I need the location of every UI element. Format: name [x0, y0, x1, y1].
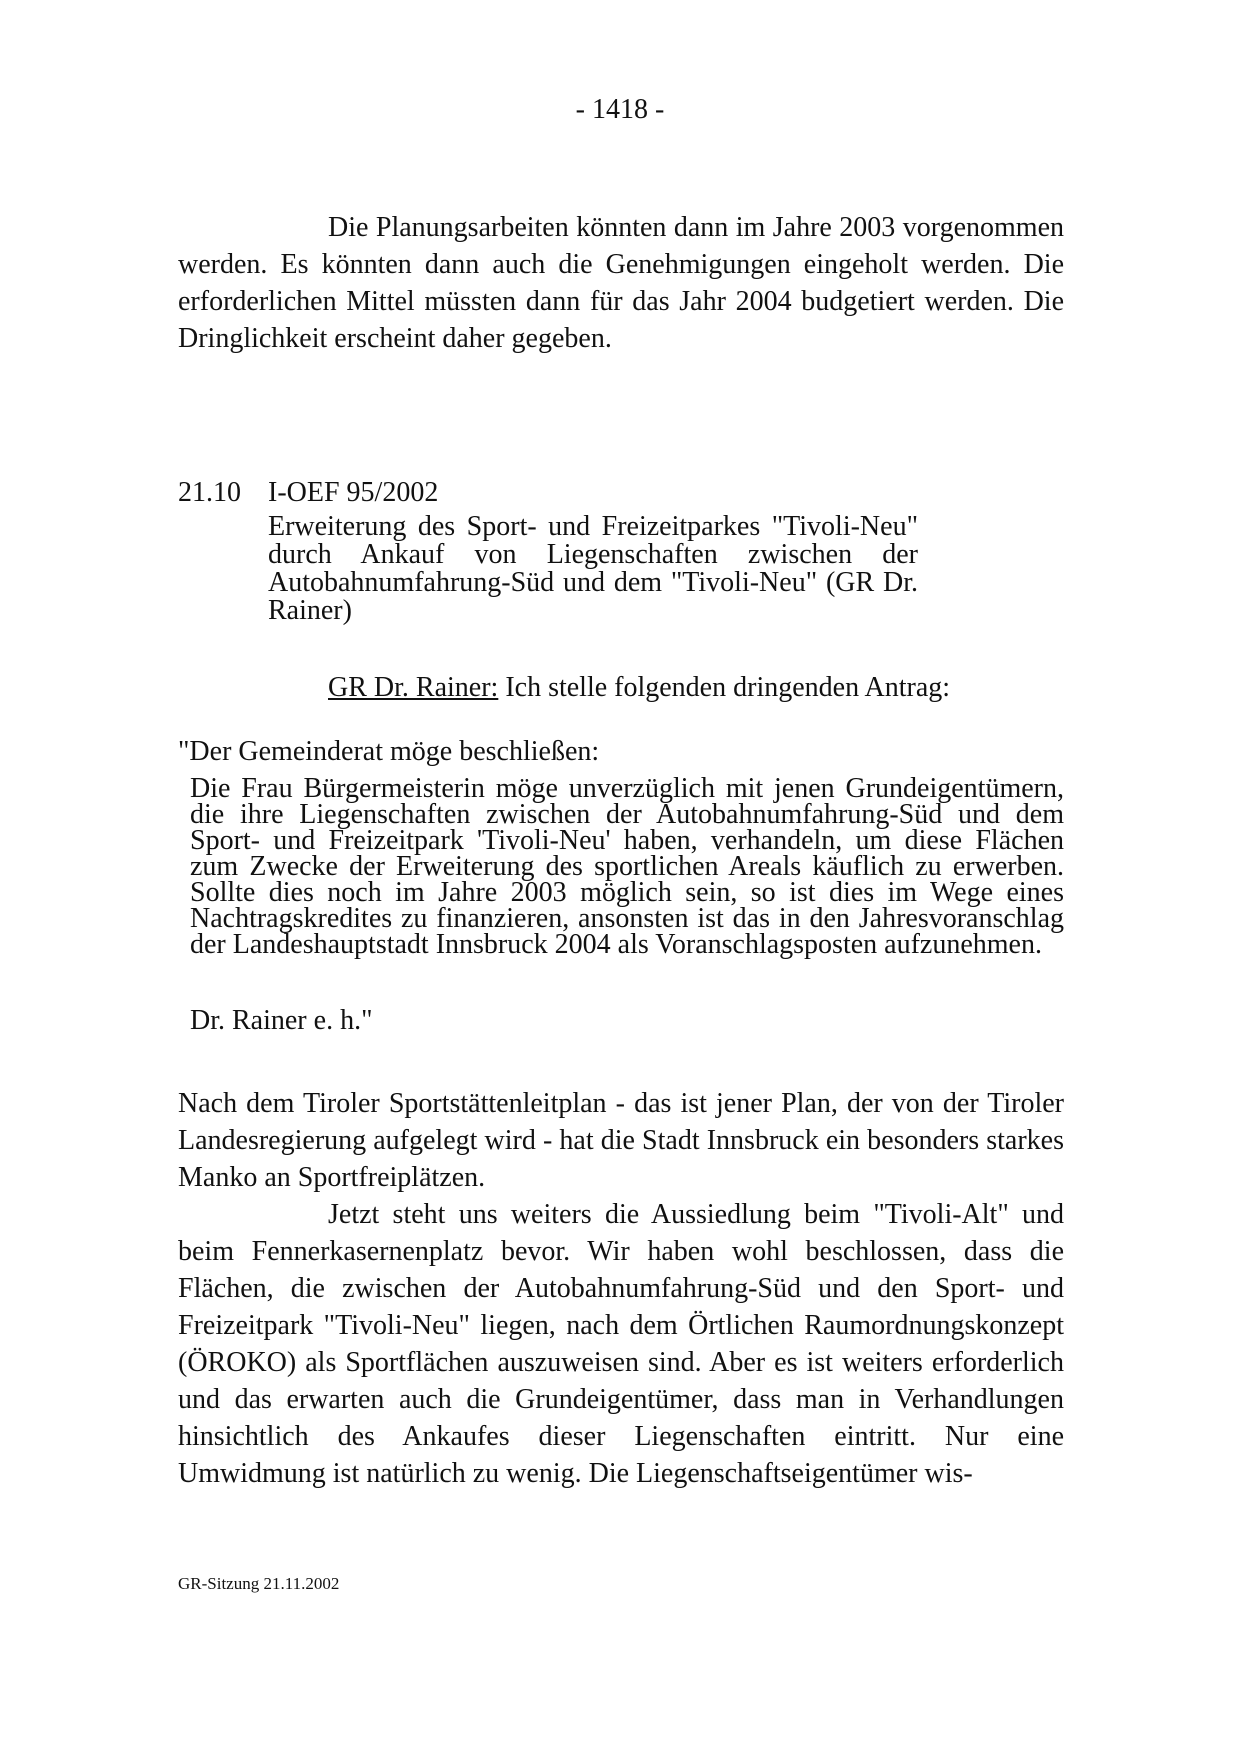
agenda-item-title: Erweiterung des Sport- und Freizeitparkes "Tivoli-Neu" durch Ankauf von Liegenschaften zwischen der Autobahnumfahrung-Süd und dem "Tivoli-Neu" (GR Dr. Rainer): [268, 511, 918, 626]
footer-session-date: GR-Sitzung 21.11.2002: [178, 1574, 340, 1593]
agenda-item-reference: I-OEF 95/2002: [268, 477, 439, 508]
agenda-item-number: 21.10: [178, 477, 241, 508]
motion-intro: "Der Gemeinderat möge beschließen:: [178, 736, 600, 767]
paragraph-sportstaettenleitplan: Nach dem Tiroler Sportstättenleitplan - das ist jener Plan, der von der Tiroler Landesregierung aufgelegt wird - hat die Stadt Innsbruck ein besonders starkes Manko an Sportfreiplätzen.: [178, 1088, 1064, 1193]
speech-intro: [328, 671, 950, 705]
motion-signature: Dr. Rainer e. h.": [190, 1005, 373, 1036]
paragraph-aussiedlung: Jetzt steht uns weiters die Aussiedlung beim "Tivoli-Alt" und beim Fennerkasernenplatz bevor. Wir haben wohl beschlossen, dass die Flächen, die zwischen der Autobahnumfahrung-Süd und den Sport- und Freizeitpark "Tivoli-Neu" liegen, nach dem Örtlichen Raumordnungskonzept (ÖROKO) als Sportflächen auszuweisen sind. Aber es ist weiters erforderlich und das erwarten auch die Grundeigentümer, dass man in Verhandlungen hinsichtlich des Ankaufes dieser Liegenschaften eintritt. Nur eine Umwidmung ist natürlich zu wenig. Die Liegenschaftseigentümer wis-: [178, 1199, 1064, 1489]
speech-text: Ich stelle folgenden dringenden Antrag:: [498, 672, 951, 703]
speaker-name: GR Dr. Rainer:: [328, 672, 499, 703]
motion-body: Die Frau Bürgermeisterin möge unverzüglich mit jenen Grundeigentümern, die ihre Liegenschaften zwischen der Autobahnumfahrung-Süd und dem Sport- und Freizeitpark 'Tivoli-Neu' haben, verhandeln, um diese Flächen zum Zwecke der Erweiterung des sportlichen Areals käuflich zu erwerben. Sollte dies noch im Jahre 2003 möglich sein, so ist dies im Wege eines Nachtragskredites zu finanzieren, ansonsten ist das in den Jahresvoranschlag der Landeshauptstadt Innsbruck 2004 als Voranschlagsposten aufzunehmen.: [190, 773, 1064, 960]
paragraph-planning: Die Planungsarbeiten könnten dann im Jahre 2003 vorgenommen werden. Es könnten dann auch die Genehmigungen eingeholt werden. Die erforderlichen Mittel müssten dann für das Jahr 2004 budgetiert werden. Die Dringlichkeit erscheint daher gegeben.: [178, 212, 1064, 354]
page-number: - 1418 -: [575, 94, 665, 125]
agenda-item-header: [178, 476, 438, 510]
